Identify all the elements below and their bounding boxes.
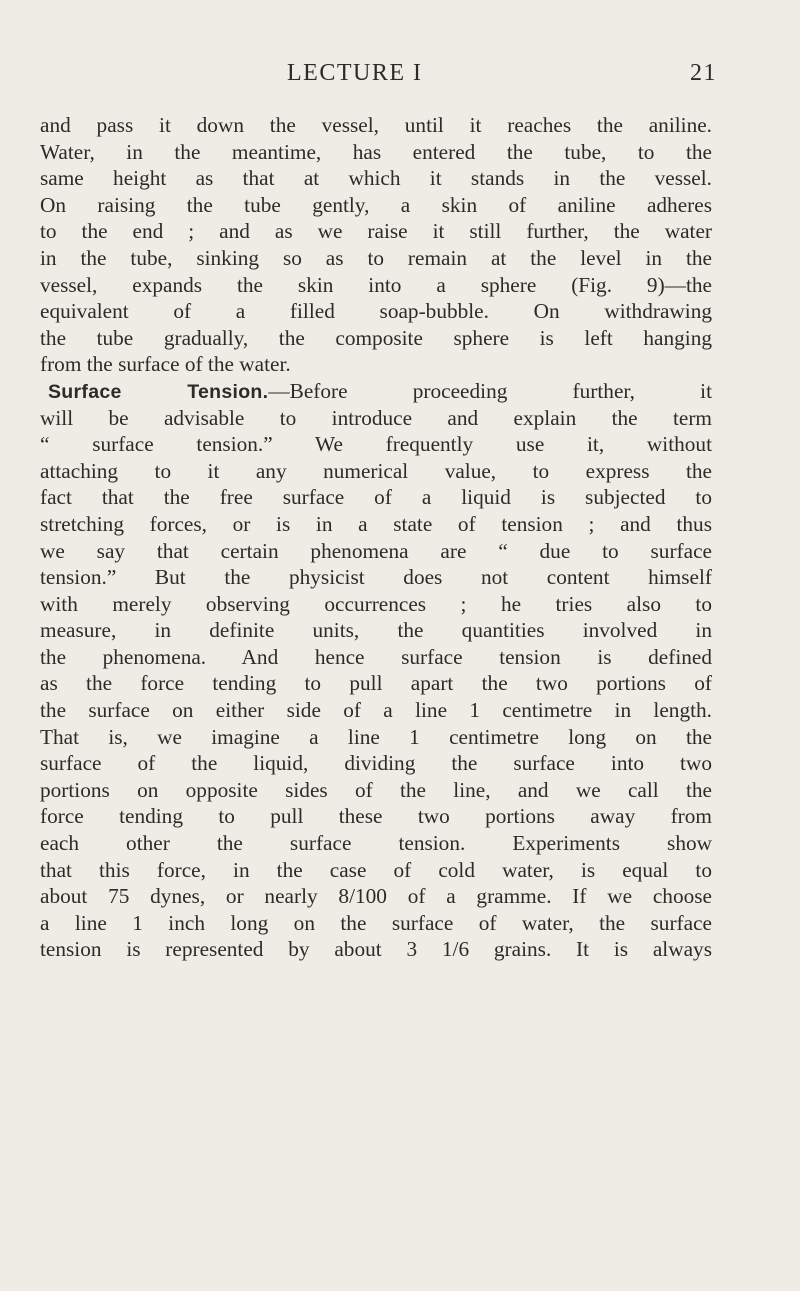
section-heading-line [40, 378, 712, 405]
text-line: a line 1 inch long on the surface of water, the surface [40, 910, 712, 935]
text-line: to the end ; and as we raise it still further, the water [40, 219, 712, 244]
text-line: same height as that at which it stands in the vessel. [40, 166, 712, 191]
text-line: as the force tending to pull apart the two portions of [40, 671, 712, 696]
text-line: equivalent of a filled soap-bubble. On withdrawing [40, 299, 712, 324]
text-line: “ surface tension.” We frequently use it, without [40, 432, 712, 457]
text-line: measure, in definite units, the quantities involved in [40, 618, 712, 643]
section-heading: Surface Tension. [48, 380, 269, 403]
text-line: tension is represented by about 3 1/6 grains. It is always [40, 937, 712, 962]
text-line: vessel, expands the skin into a sphere (Fig. 9)—the [40, 272, 712, 297]
text-line: surface of the liquid, dividing the surface into two [40, 751, 712, 776]
section-heading-text: —Before proceeding further, it [268, 378, 712, 403]
text-line: Water, in the meantime, has entered the tube, to the [40, 139, 712, 164]
text-line: portions on opposite sides of the line, and we call the [40, 777, 712, 802]
text-line: On raising the tube gently, a skin of aniline adheres [40, 192, 712, 217]
text-line: will be advisable to introduce and explain the term [40, 405, 712, 430]
running-head [252, 60, 717, 92]
text-line: fact that the free surface of a liquid is subjected to [40, 485, 712, 510]
text-line: with merely observing occurrences ; he tries also to [40, 591, 712, 616]
text-line: in the tube, sinking so as to remain at the level in the [40, 245, 712, 270]
text-line: force tending to pull these two portions away from [40, 804, 712, 829]
running-title: LECTURE I [287, 60, 423, 86]
text-line: and pass it down the vessel, until it reaches the aniline. [40, 113, 712, 137]
text-line: that this force, in the case of cold water, is equal to [40, 857, 712, 882]
text-line: tension.” But the physicist does not content himself [40, 565, 712, 590]
text-line: from the surface of the water. [40, 352, 291, 377]
body-text [40, 112, 712, 963]
text-line: the surface on either side of a line 1 centimetre in length. [40, 698, 712, 723]
text-line: stretching forces, or is in a state of tension ; and thus [40, 511, 712, 536]
text-line: the tube gradually, the composite sphere is left hanging [40, 325, 712, 350]
text-line: attaching to it any numerical value, to express the [40, 458, 712, 483]
text-line: we say that certain phenomena are “ due to surface [40, 538, 712, 563]
text-line: each other the surface tension. Experiments show [40, 831, 712, 856]
page-number: 21 [690, 60, 717, 86]
text-line: That is, we imagine a line 1 centimetre long on the [40, 724, 712, 749]
text-line: the phenomena. And hence surface tension is defined [40, 644, 712, 669]
text-line: about 75 dynes, or nearly 8/100 of a gramme. If we choose [40, 884, 712, 909]
